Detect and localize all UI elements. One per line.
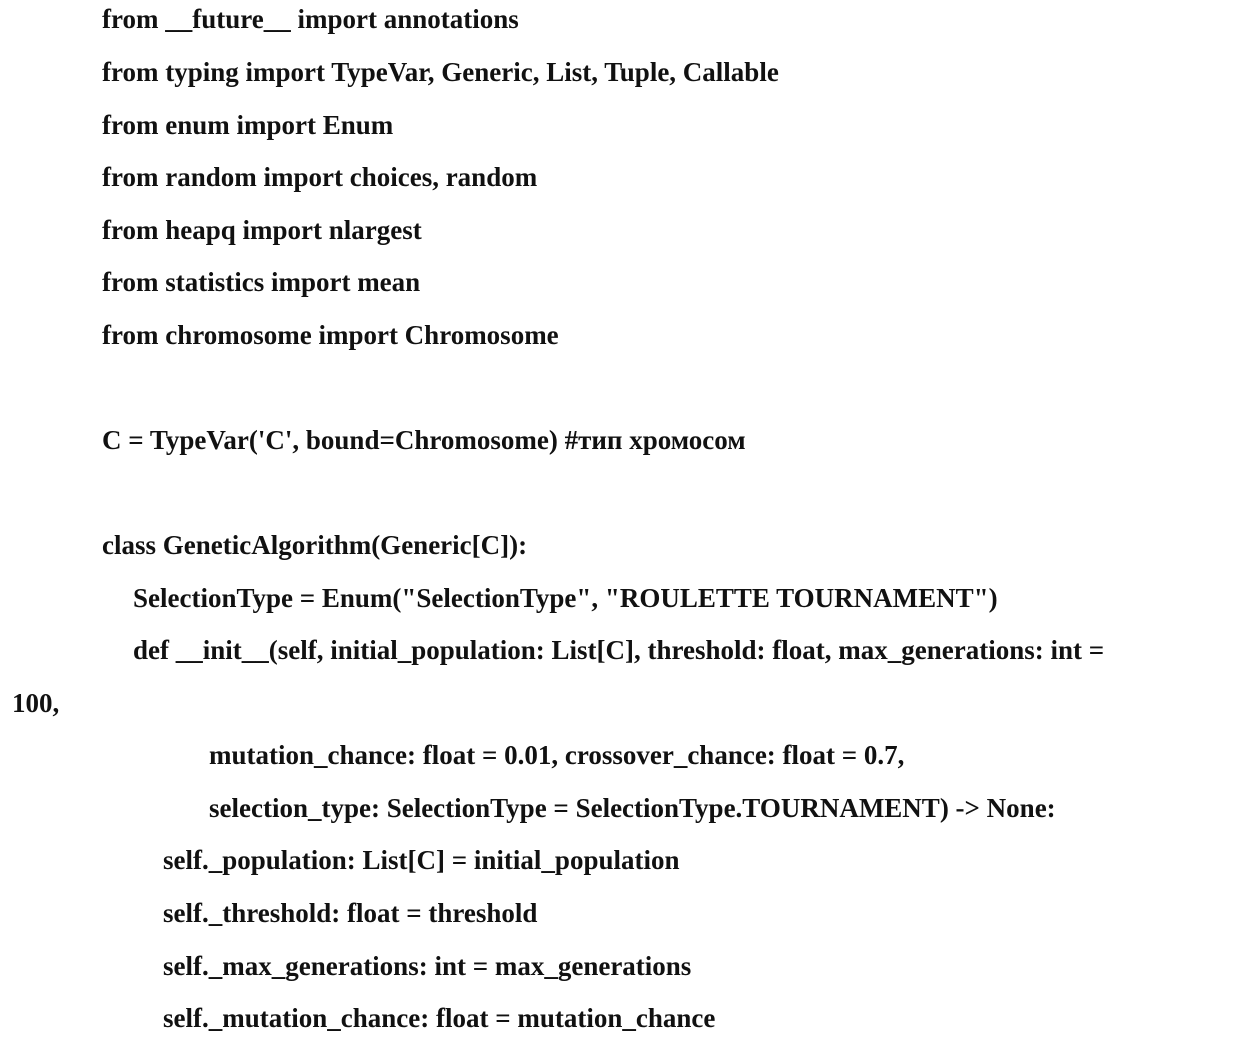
code-line-max-generations: self._max_generations: int = max_generations bbox=[163, 951, 692, 981]
code-line-mutation-chance: self._mutation_chance: float = mutation_chance bbox=[163, 1003, 716, 1033]
code-line-typevar: C = TypeVar('C', bound=Chromosome) #тип хромосом bbox=[102, 425, 746, 455]
code-line-selection-type: SelectionType = Enum("SelectionType", "ROULETTE TOURNAMENT") bbox=[133, 583, 998, 613]
code-line-population: self._population: List[C] = initial_population bbox=[163, 845, 680, 875]
code-line-import-future: from __future__ import annotations bbox=[102, 4, 519, 34]
code-line-import-random: from random import choices, random bbox=[102, 162, 538, 192]
code-line-import-enum: from enum import Enum bbox=[102, 110, 394, 140]
code-line-threshold: self._threshold: float = threshold bbox=[163, 898, 538, 928]
code-line-import-heapq: from heapq import nlargest bbox=[102, 215, 422, 245]
code-line-import-statistics: from statistics import mean bbox=[102, 267, 421, 297]
code-line-init-params-1: mutation_chance: float = 0.01, crossover_chance: float = 0.7, bbox=[209, 740, 905, 770]
code-line-init-params-2: selection_type: SelectionType = SelectionType.TOURNAMENT) -> None: bbox=[209, 793, 1056, 823]
code-line-class-def: class GeneticAlgorithm(Generic[C]): bbox=[102, 530, 528, 560]
code-line-init-wrap: 100, bbox=[12, 688, 60, 718]
code-line-import-chromosome: from chromosome import Chromosome bbox=[102, 320, 559, 350]
code-line-import-typing: from typing import TypeVar, Generic, List, Tuple, Callable bbox=[102, 57, 779, 87]
code-line-init-signature: def __init__(self, initial_population: List[C], threshold: float, max_generations: int = bbox=[133, 635, 1105, 665]
